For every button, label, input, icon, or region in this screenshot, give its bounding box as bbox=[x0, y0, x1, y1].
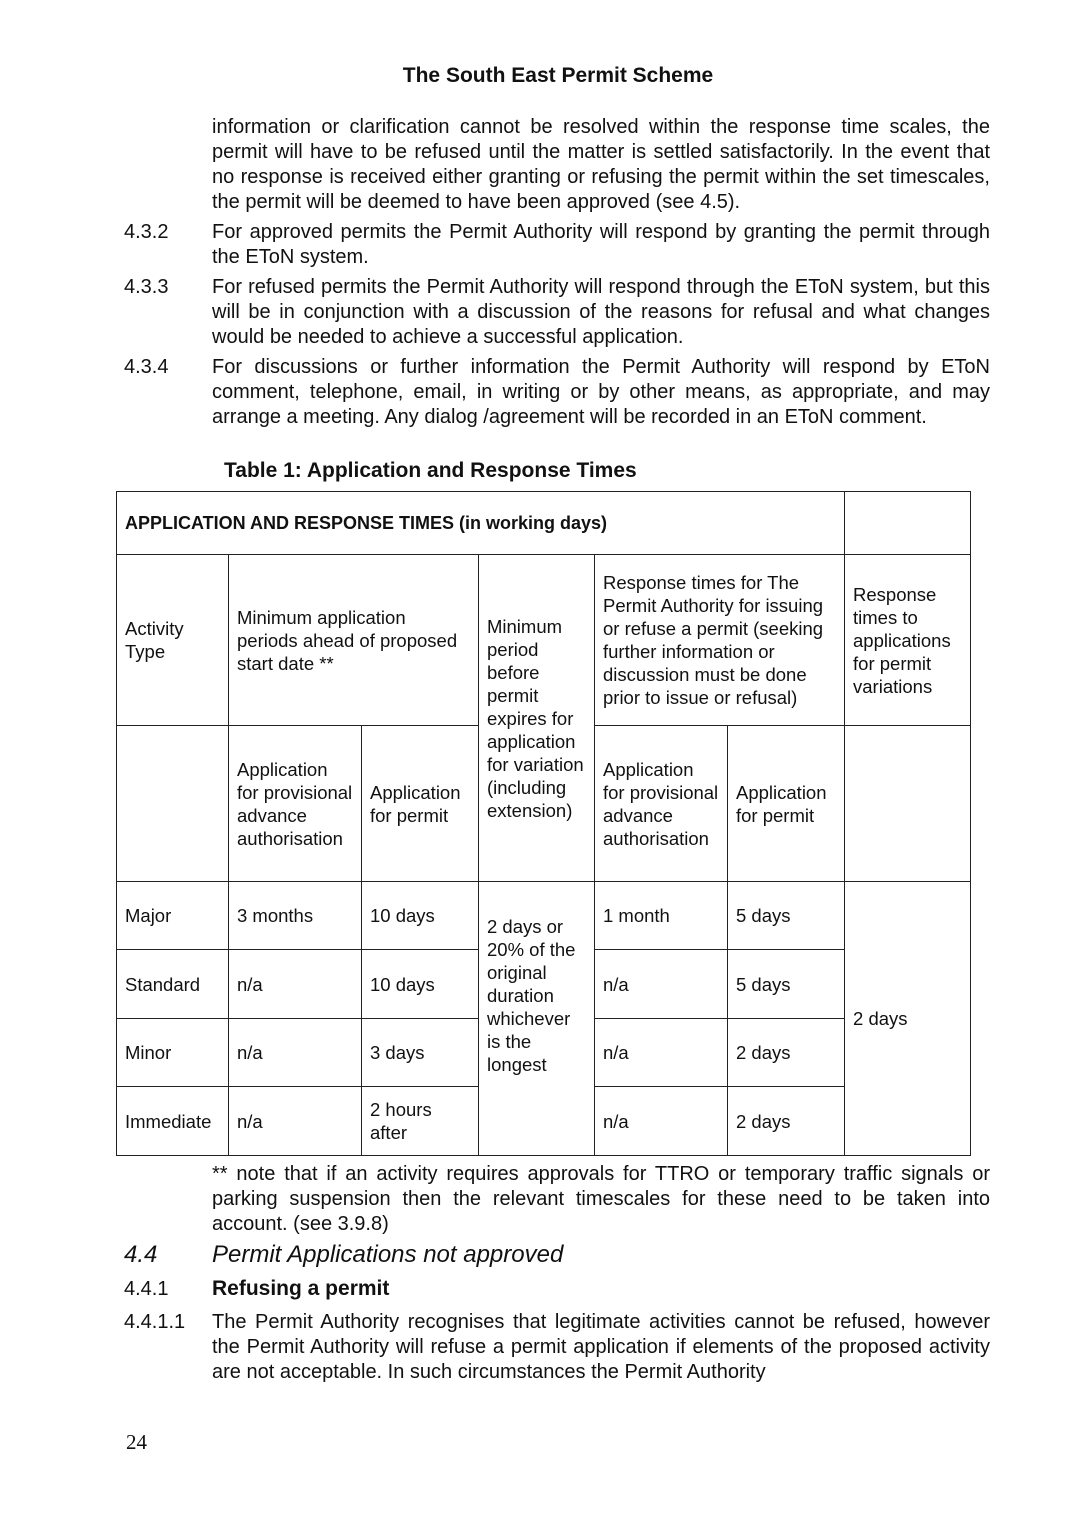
variation-period-text: 2 days or 20% of the original duration whichever is the longest bbox=[487, 916, 576, 1075]
section-number-4-4-1-1: 4.4.1.1 bbox=[124, 1311, 186, 1333]
subheader-resp-permit: Application for permit bbox=[728, 726, 845, 882]
app-permit-cell: 10 days bbox=[362, 882, 479, 950]
resp-permit-cell: 2 days bbox=[728, 1019, 845, 1087]
intro-paragraph: information or clarification cannot be resolved within the response time scales, the permit will have to be refused until the matter is settled satisfactorily. In the event that no response is received either granting or refusing the permit within the set timescales, the permit will be deemed to have been approved (see 4.5). bbox=[212, 116, 990, 213]
response-times-table bbox=[116, 491, 971, 1156]
section-text-4-3-2: For approved permits the Permit Authority will respond by granting the permit through the EToN system. bbox=[212, 221, 990, 268]
activity-cell: Immediate bbox=[117, 1087, 229, 1156]
resp-provisional-cell: n/a bbox=[595, 1087, 728, 1156]
app-provisional-cell: n/a bbox=[229, 1087, 362, 1156]
section-title-4-4-1: Refusing a permit bbox=[212, 1277, 390, 1300]
section-title-4-4: Permit Applications not approved bbox=[212, 1241, 564, 1268]
header-activity-type: Activity Type bbox=[117, 555, 229, 726]
app-provisional-cell: n/a bbox=[229, 1019, 362, 1087]
header-min-application: Minimum application periods ahead of proposed start date ** bbox=[229, 555, 479, 726]
resp-provisional-cell: n/a bbox=[595, 950, 728, 1019]
section-text-4-3-4: For discussions or further information the Permit Authority will respond by EToN comment, telephone, email, in writing or by other means, as appropriate, and may arrange a meeting. Any dialog /agreement will be recorded in an EToN comment. bbox=[212, 356, 990, 428]
app-permit-cell: 3 days bbox=[362, 1019, 479, 1087]
section-text-4-3-3: For refused permits the Permit Authority will respond through the EToN system, but this will be in conjunction with a discussion of the reasons for refusal and what changes would be needed to achieve a successful application. bbox=[212, 276, 990, 348]
activity-cell: Major bbox=[117, 882, 229, 950]
section-number-4-4: 4.4 bbox=[124, 1241, 158, 1268]
section-number-4-3-2: 4.3.2 bbox=[124, 221, 169, 243]
variation-period-cell bbox=[479, 882, 595, 1156]
page-header-title: The South East Permit Scheme bbox=[402, 64, 714, 87]
subheader-resp-provisional: Application for provisional advance authorisation bbox=[595, 726, 728, 882]
resp-provisional-cell: n/a bbox=[595, 1019, 728, 1087]
subheader-app-permit: Application for permit bbox=[362, 726, 479, 882]
resp-permit-cell: 5 days bbox=[728, 882, 845, 950]
resp-permit-cell: 5 days bbox=[728, 950, 845, 1019]
app-provisional-cell: 3 months bbox=[229, 882, 362, 950]
header-min-period-variation: Minimum period before permit expires for application for variation (including extension) bbox=[479, 555, 595, 882]
app-provisional-cell: n/a bbox=[229, 950, 362, 1019]
header-response-variations: Response times to applications for permit variations bbox=[845, 555, 971, 726]
activity-cell: Standard bbox=[117, 950, 229, 1019]
variation-response-cell: 2 days bbox=[845, 882, 971, 1156]
table-title-empty-cell bbox=[845, 492, 971, 555]
section-number-4-3-4: 4.3.4 bbox=[124, 356, 169, 378]
subheader-empty-cell-2 bbox=[845, 726, 971, 882]
section-number-4-4-1: 4.4.1 bbox=[124, 1278, 169, 1300]
table-footnote: ** note that if an activity requires approvals for TTRO or temporary traffic signals or parking suspension then the relevant timescales for these need to be taken into account. (see 3.9.8) bbox=[212, 1163, 990, 1235]
resp-permit-cell: 2 days bbox=[728, 1087, 845, 1156]
section-number-4-3-3: 4.3.3 bbox=[124, 276, 169, 298]
activity-cell: Minor bbox=[117, 1019, 229, 1087]
app-permit-cell: 2 hours after bbox=[362, 1087, 479, 1156]
app-permit-cell: 10 days bbox=[362, 950, 479, 1019]
subheader-empty-cell bbox=[117, 726, 229, 882]
table-row bbox=[117, 882, 971, 950]
header-response-authority: Response times for The Permit Authority for issuing or refuse a permit (seeking further information or discussion must be done prior to issue or refusal) bbox=[595, 555, 845, 726]
page-number: 24 bbox=[126, 1430, 147, 1454]
resp-provisional-cell: 1 month bbox=[595, 882, 728, 950]
table-caption: Table 1: Application and Response Times bbox=[224, 459, 637, 482]
subheader-app-provisional: Application for provisional advance authorisation bbox=[229, 726, 362, 882]
section-text-4-4-1-1: The Permit Authority recognises that legitimate activities cannot be refused, however the Permit Authority will refuse a permit application if elements of the proposed activity are not acceptable. In such circumstances the Permit Authority bbox=[212, 1311, 990, 1383]
table-title: APPLICATION AND RESPONSE TIMES (in working days) bbox=[117, 492, 845, 555]
